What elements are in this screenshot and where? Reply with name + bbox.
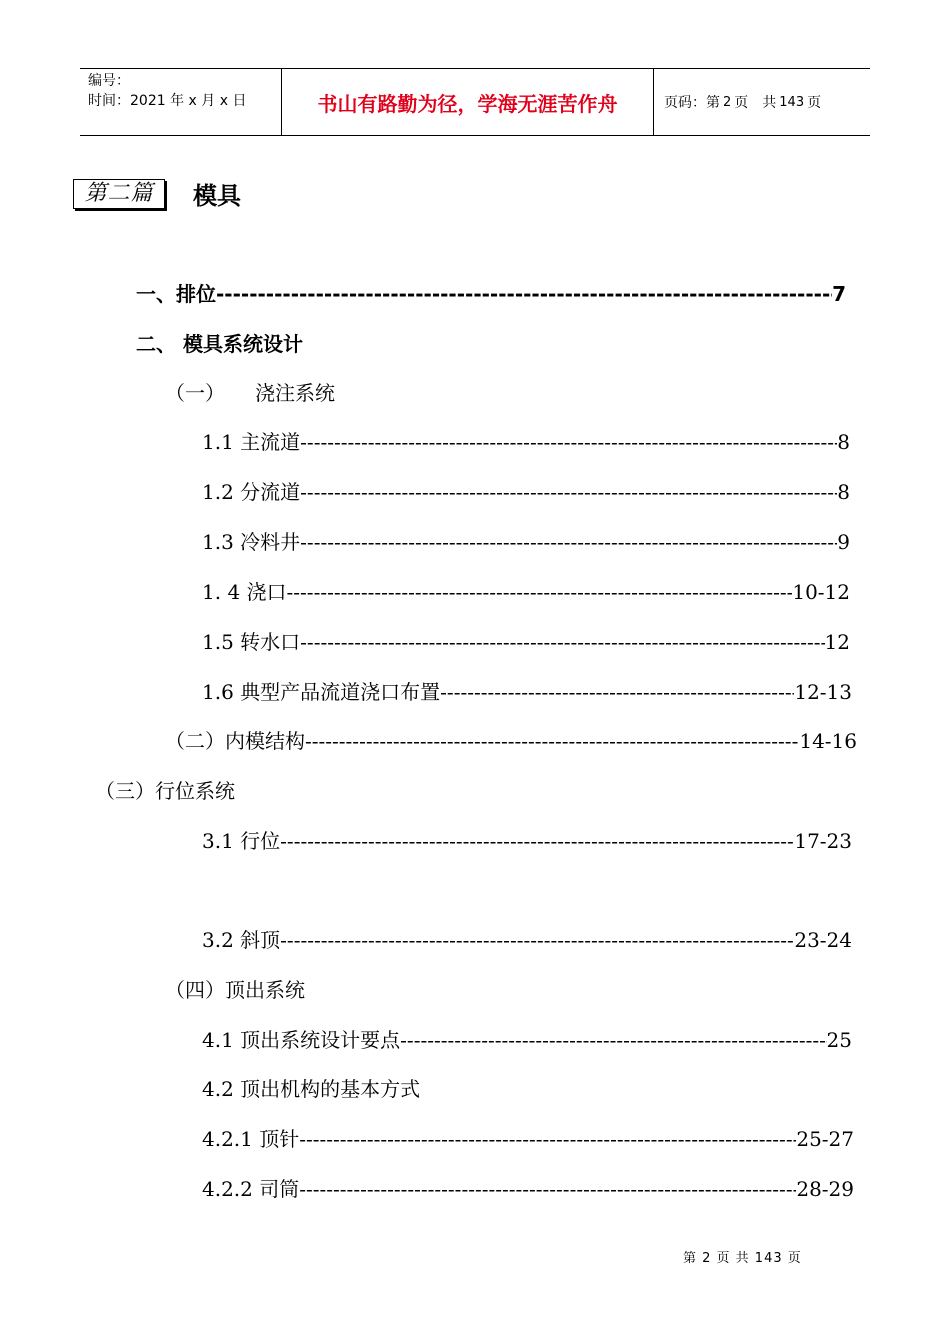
toc-leader xyxy=(299,1176,796,1202)
toc-entry-3-1[interactable] xyxy=(202,828,852,854)
toc-page: 28-29 xyxy=(796,1177,854,1201)
toc-label: 4.2.2 司筒 xyxy=(202,1177,300,1201)
toc-page: 8 xyxy=(837,430,850,454)
toc-leader xyxy=(216,281,832,307)
page-header xyxy=(80,68,870,136)
toc-label: 1.6 典型产品流道浇口布置 xyxy=(202,680,441,704)
toc-label: 1.3 冷料井 xyxy=(202,530,301,554)
toc-entry-3-2[interactable] xyxy=(202,927,852,953)
toc-page: 17-23 xyxy=(794,829,852,853)
toc-leader xyxy=(440,679,794,705)
header-motto-cell xyxy=(282,69,654,135)
toc-entry-1-3[interactable] xyxy=(202,529,850,555)
toc-label: 1.5 转水口 xyxy=(202,630,301,654)
page-prefix: 页码：第 xyxy=(664,95,720,111)
toc-label: 4.1 顶出系统设计要点 xyxy=(202,1028,401,1052)
page-number: 2 xyxy=(723,94,732,110)
page-mid: 页 共 xyxy=(734,95,777,111)
page-suffix: 页 xyxy=(807,95,822,111)
time-label: 时间：2021 年 x 月 x 日 xyxy=(88,93,247,109)
toc-leader xyxy=(305,728,799,754)
toc-label: 3.2 斜顶 xyxy=(202,928,281,952)
toc-label: 1. 4 浇口 xyxy=(202,580,287,604)
toc-label: 4.2.1 顶针 xyxy=(202,1127,300,1151)
toc-entry-4-2-1[interactable] xyxy=(202,1126,854,1152)
toc-subsection-ejection[interactable]: （四）顶出系统 xyxy=(165,978,305,1002)
chapter-title: 模具 xyxy=(193,182,241,210)
toc-page: 25-27 xyxy=(796,1127,854,1151)
toc-subsection-slider[interactable]: （三）行位系统 xyxy=(95,779,235,803)
header-meta xyxy=(80,69,282,135)
toc-page: 25 xyxy=(826,1028,852,1052)
toc-entry-1[interactable] xyxy=(136,281,846,307)
toc-page: 23-24 xyxy=(794,928,852,952)
toc-entry-1-5[interactable] xyxy=(202,629,850,655)
toc-leader xyxy=(287,579,793,605)
toc-section-2[interactable]: 二、 模具系统设计 xyxy=(136,332,303,356)
toc-page: 10-12 xyxy=(792,580,850,604)
serial-label: 编号： xyxy=(88,73,130,89)
toc-page: 12 xyxy=(824,630,850,654)
page-total: 143 xyxy=(779,94,805,110)
toc-page: 14-16 xyxy=(799,729,857,753)
chapter-box: 第二篇 xyxy=(73,179,165,209)
toc-entry-1-6[interactable] xyxy=(202,679,852,705)
toc-entry-1-1[interactable] xyxy=(202,429,850,455)
toc-entry-4-2-2[interactable] xyxy=(202,1176,854,1202)
header-page-info xyxy=(654,69,870,135)
toc-leader xyxy=(299,1126,796,1152)
page-footer: 第 2 页 共 143 页 xyxy=(683,1251,802,1266)
toc-leader xyxy=(280,828,794,854)
toc-label: 1.1 主流道 xyxy=(202,430,301,454)
toc-label: 3.1 行位 xyxy=(202,829,281,853)
toc-entry-4-2[interactable]: 4.2 顶出机构的基本方式 xyxy=(202,1077,421,1101)
toc-entry-4-1[interactable] xyxy=(202,1027,852,1053)
toc-leader xyxy=(300,429,837,455)
toc-label: 一、排位 xyxy=(136,282,216,306)
toc-entry-mold-structure[interactable] xyxy=(165,728,857,754)
toc-page: 7 xyxy=(832,282,846,306)
toc-leader xyxy=(400,1027,826,1053)
header-motto: 书山有路勤为径，学海无涯苦作舟 xyxy=(317,91,618,116)
toc-label: （二）内模结构 xyxy=(165,729,305,753)
toc-subsection-pouring[interactable]: （一） 浇注系统 xyxy=(165,381,335,405)
toc-label: 1.2 分流道 xyxy=(202,480,301,504)
toc-leader xyxy=(300,479,837,505)
toc-page: 8 xyxy=(837,480,850,504)
toc-page: 9 xyxy=(837,530,850,554)
toc-page: 12-13 xyxy=(794,680,852,704)
toc-entry-1-2[interactable] xyxy=(202,479,850,505)
chapter-heading xyxy=(73,176,241,211)
toc-leader xyxy=(300,529,837,555)
toc-leader xyxy=(280,927,794,953)
toc-leader xyxy=(300,629,824,655)
toc-entry-1-4[interactable] xyxy=(202,579,850,605)
